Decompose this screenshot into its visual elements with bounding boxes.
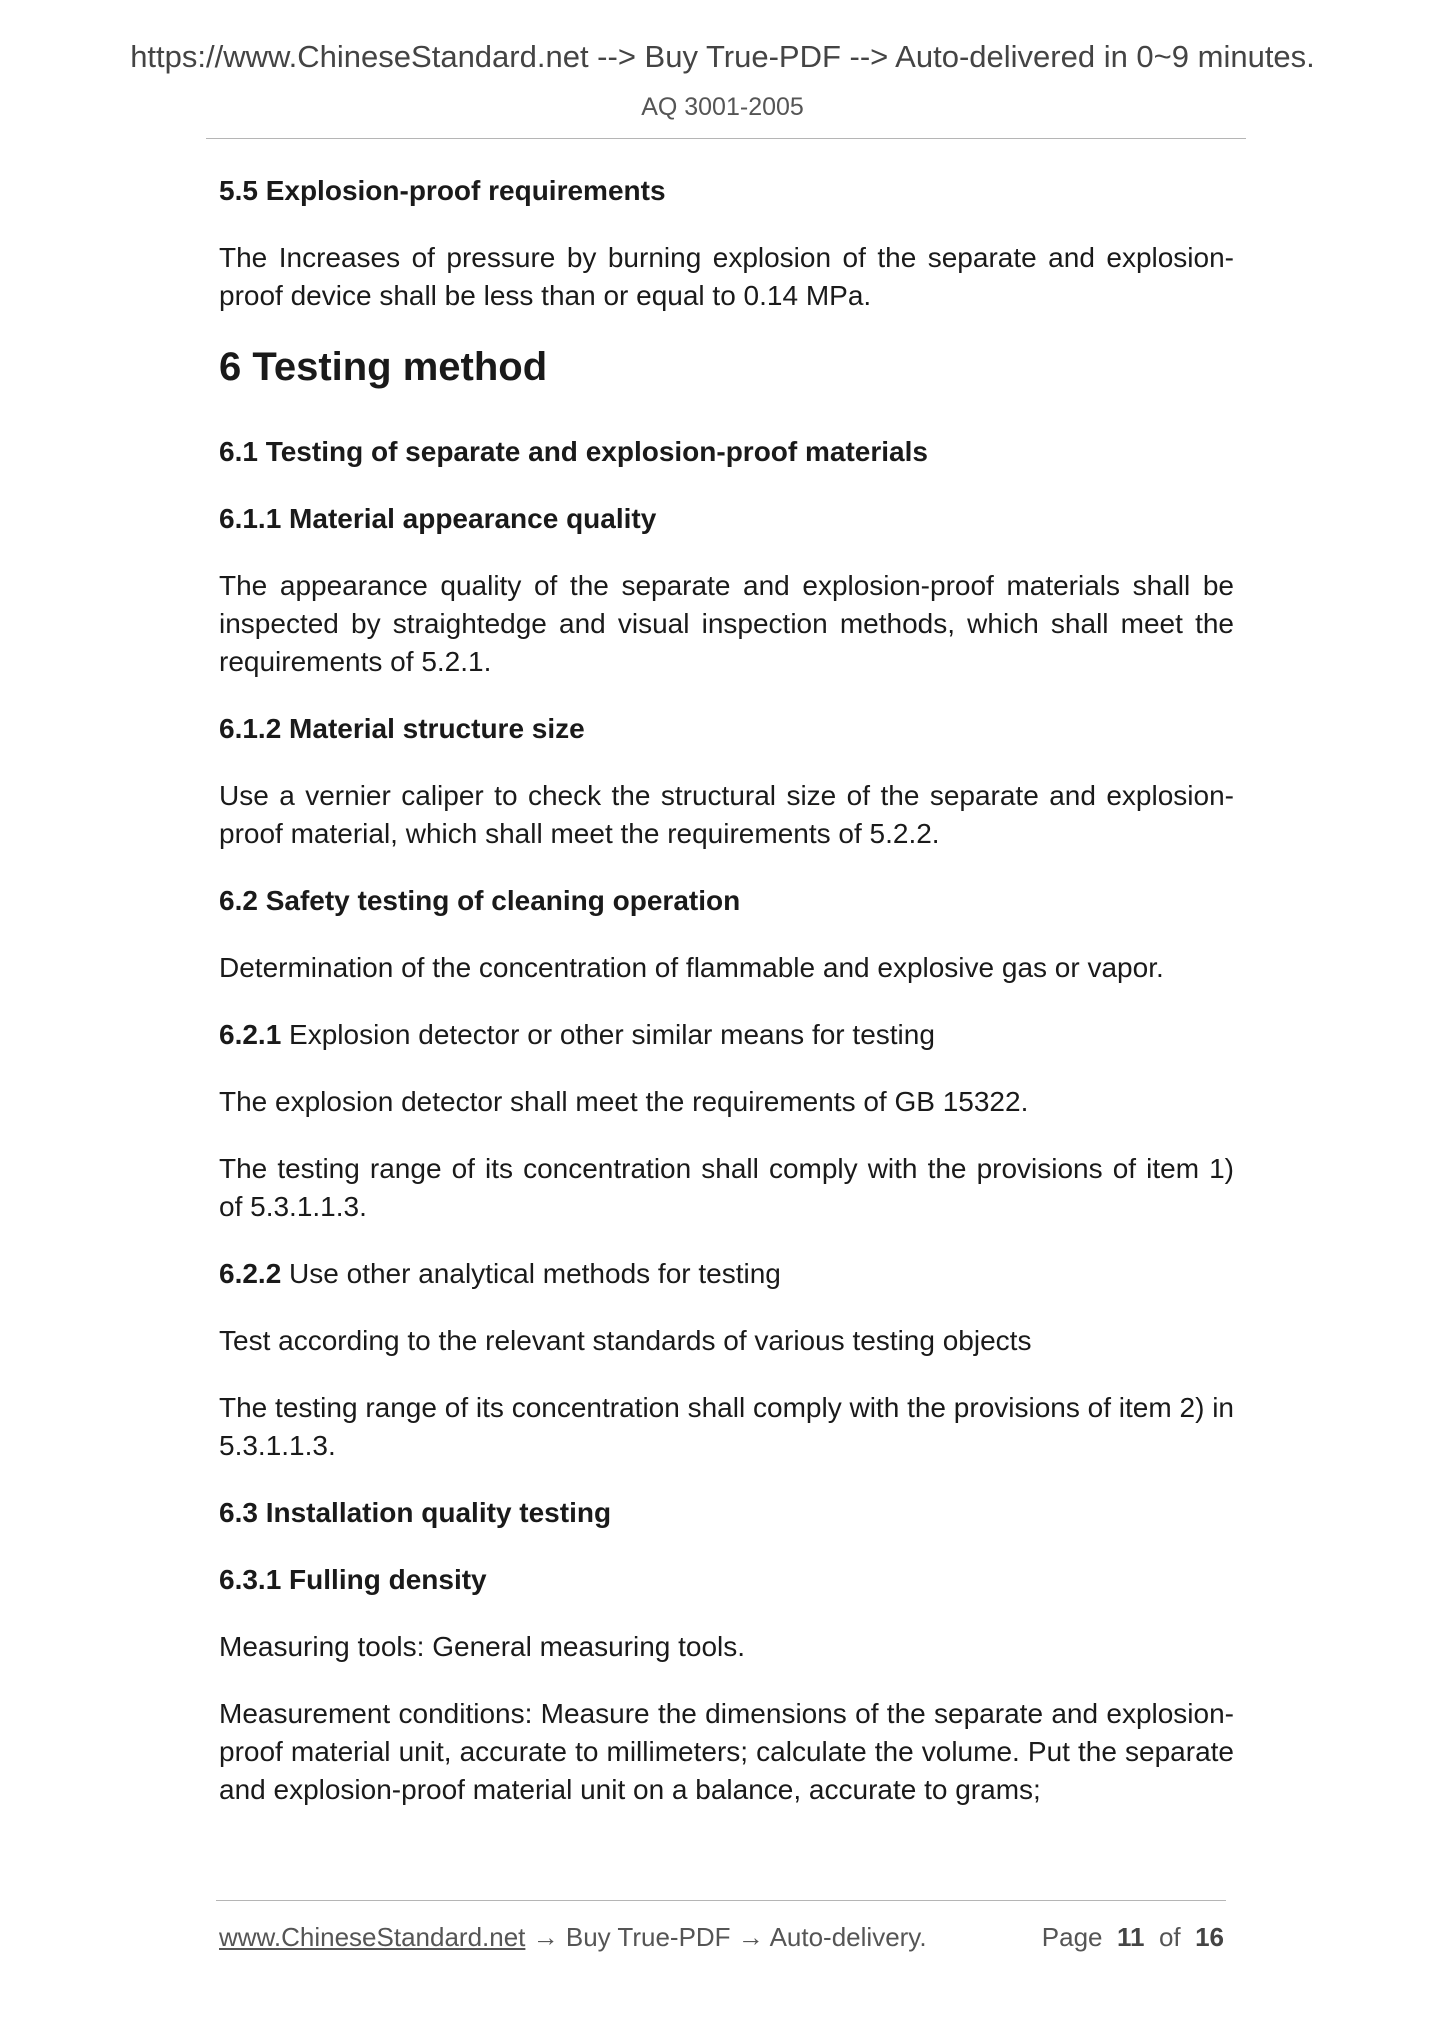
footer-tagline: → Buy True-PDF → Auto-delivery. xyxy=(525,1922,927,1952)
section-6-2-1-heading xyxy=(219,1016,1234,1054)
document-body xyxy=(219,172,1234,1838)
page-number xyxy=(1042,1921,1224,1953)
section-6-2-1-text-2: The testing range of its concentration shall comply with the provisions of item 1) of 5.3.1.1.3. xyxy=(219,1153,1234,1222)
footer-divider xyxy=(216,1900,1226,1901)
header-divider xyxy=(206,138,1246,139)
section-6-heading: 6 Testing method xyxy=(219,345,548,389)
section-6-2-1-text-1: The explosion detector shall meet the requirements of GB 15322. xyxy=(219,1086,1029,1117)
section-6-3-heading: 6.3 Installation quality testing xyxy=(219,1497,612,1528)
section-6-2-1-number: 6.2.1 xyxy=(219,1019,282,1050)
section-6-3-1-text-2: Measurement conditions: Measure the dimensions of the separate and explosion-proof material unit, accurate to millimeters; calculate the volume. Put the separate and explosion-proof material unit on a balance, accurate to grams; xyxy=(219,1698,1234,1805)
page-total: 16 xyxy=(1195,1922,1224,1952)
footer-promo xyxy=(219,1921,927,1953)
site-link[interactable]: www.ChineseStandard.net xyxy=(219,1922,526,1952)
document-code: AQ 3001-2005 xyxy=(641,93,804,121)
section-6-2-2-text-2: The testing range of its concentration shall comply with the provisions of item 2) in 5.3.1.1.3. xyxy=(219,1392,1234,1461)
section-6-1-2-heading: 6.1.2 Material structure size xyxy=(219,713,585,744)
section-6-1-2-text: Use a vernier caliper to check the structural size of the separate and explosion-proof material, which shall meet the requirements of 5.2.2. xyxy=(219,780,1234,849)
section-6-2-2-heading xyxy=(219,1255,1234,1293)
section-6-1-1-heading: 6.1.1 Material appearance quality xyxy=(219,503,657,534)
section-6-1-heading: 6.1 Testing of separate and explosion-proof materials xyxy=(219,436,928,467)
section-6-2-text: Determination of the concentration of flammable and explosive gas or vapor. xyxy=(219,952,1164,983)
section-6-2-heading: 6.2 Safety testing of cleaning operation xyxy=(219,885,741,916)
section-6-2-2-number: 6.2.2 xyxy=(219,1258,282,1289)
section-6-2-2-text-1: Test according to the relevant standards of various testing objects xyxy=(219,1325,1032,1356)
top-banner: https://www.ChineseStandard.net --> Buy True-PDF --> Auto-delivered in 0~9 minutes. xyxy=(130,39,1315,74)
section-6-2-2-title: Use other analytical methods for testing xyxy=(281,1258,781,1289)
section-6-3-1-text-1: Measuring tools: General measuring tools. xyxy=(219,1631,746,1662)
page-current: 11 xyxy=(1116,1922,1145,1952)
section-5-5-text: The Increases of pressure by burning explosion of the separate and explosion-proof device shall be less than or equal to 0.14 MPa. xyxy=(219,242,1234,311)
page-of: of xyxy=(1158,1922,1181,1952)
section-6-1-1-text: The appearance quality of the separate and explosion-proof materials shall be inspected by straightedge and visual inspection methods, which shall meet the requirements of 5.2.1. xyxy=(219,570,1234,677)
page-label: Page xyxy=(1041,1922,1103,1952)
section-6-2-1-title: Explosion detector or other similar means for testing xyxy=(281,1019,935,1050)
section-6-3-1-heading: 6.3.1 Fulling density xyxy=(219,1564,487,1595)
section-5-5-heading: 5.5 Explosion-proof requirements xyxy=(219,175,666,206)
